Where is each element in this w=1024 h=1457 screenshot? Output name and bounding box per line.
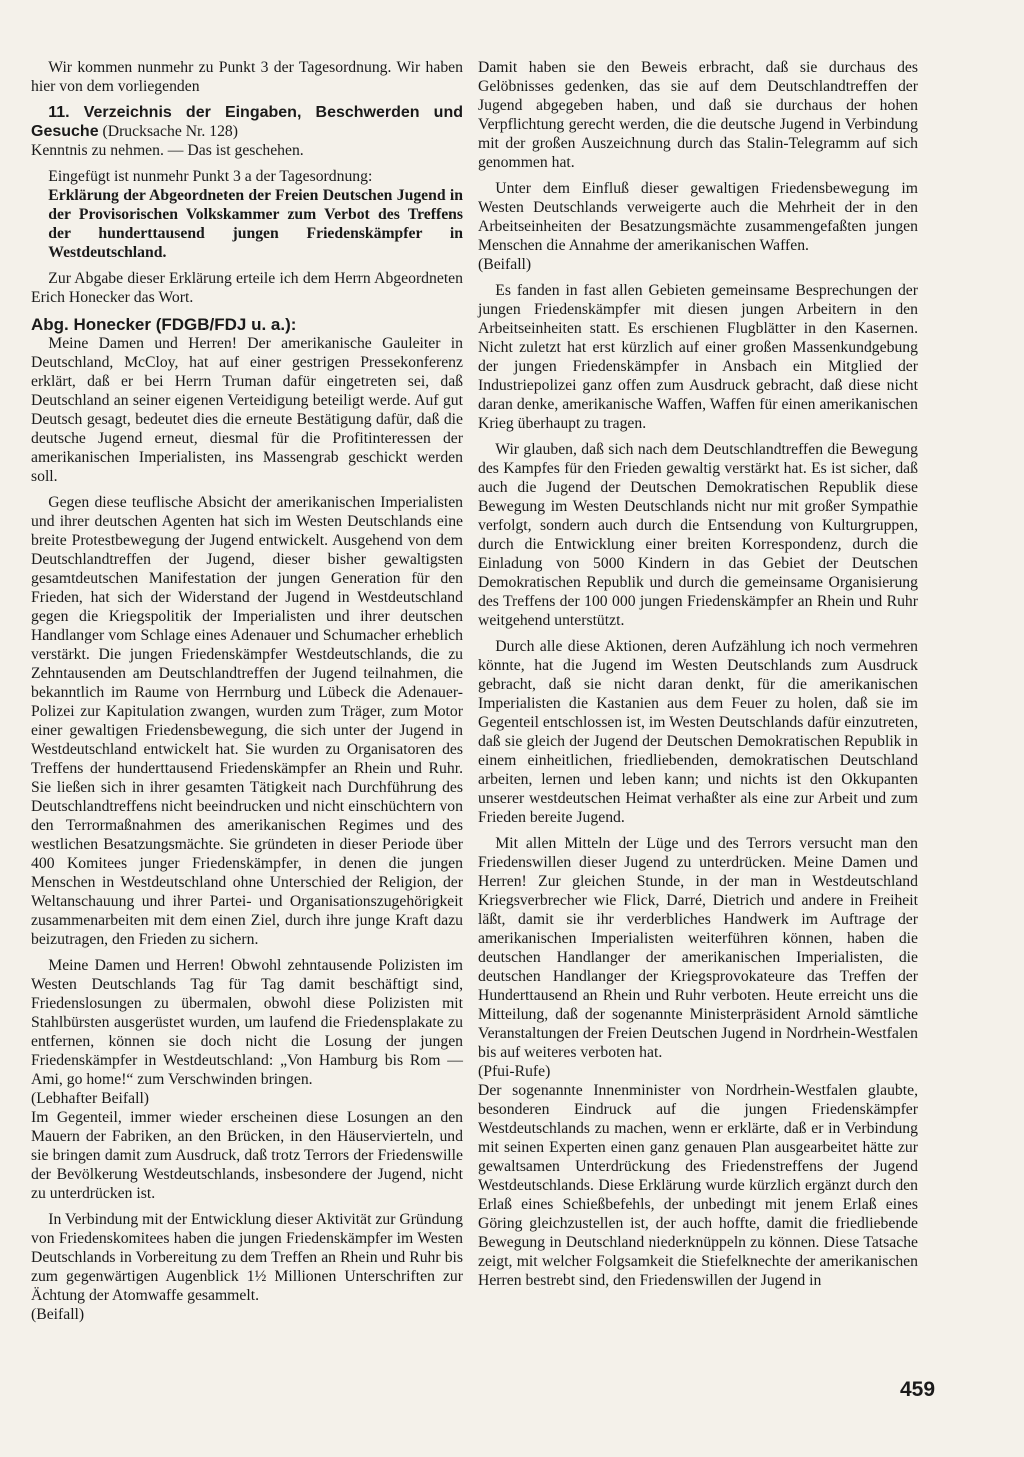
paragraph: Wir kommen nunmehr zu Punkt 3 der Tagesordnung. Wir haben hier von dem vorliegenden [31,59,463,95]
paragraph: Der sogenannte Innenminister von Nordrhein-Westfalen glaubte, besonderen Eindruck auf die jungen Friedenskämpfer Westdeutschlands zu machen, wenn er erklärte, daß er in Verbindung mit seinen Experten einen ganz genauen Plan ausgearbeitet hätte zur gewaltsamen Unterdrückung des Friedenstreffens der Jugend Westdeutschlands. Diese Erklärung wurde kürzlich ergänzt durch den Erlaß eines Schießbefehls, der unbedingt mit jenem Erlaß eines Göring gleichzustellen ist, der auch hoffte, damit die friedliebende Bewegung in Deutschland niederknüppeln zu können. Diese Tatsache zeigt, mit welcher Folgsamkeit die Stiefelknechte der amerikanischen Herren bestrebt sind, den Friedenswillen der Jugend in [478,1082,918,1289]
agenda-item-heading: 11. Verzeichnis der Eingaben, Beschwerden und Gesuche [31,104,463,140]
paragraph: Im Gegenteil, immer wieder erscheinen diese Losungen an den Mauern der Fabriken, an den Brücken, in den Häuservierteln, und sie bringen damit zum Ausdruck, daß trotz Terrors der Friedenswille der Bevölkerung Westdeutschlands, insbesondere der Jugend, nicht zu unterdrücken ist. [31,1109,463,1202]
paragraph: Unter dem Einfluß dieser gewaltigen Friedensbewegung im Westen Deutschlands verweigerte auch die Mehrheit der in den Arbeitseinheiten der Besatzungsmächte zusammengefaßten jungen Menschen die Annahme der amerikanischen Waffen. [478,180,918,254]
paragraph: Kenntnis zu nehmen. — Das ist geschehen. [31,142,304,159]
paragraph: Eingefügt ist nunmehr Punkt 3 a der Tagesordnung: [48,168,373,185]
paragraph: In Verbindung mit der Entwicklung dieser Aktivität zur Gründung von Friedenskomitees haben die jungen Friedenskämpfer im Westen Deutschlands in Vorbereitung zu dem Treffen an Rhein und Ruhr bis zum gegenwärtigen Augenblick 1½ Millionen Unterschriften zur Ächtung der Atomwaffe gesammelt. [31,1211,463,1304]
interjection: (Pfui-Rufe) [478,1063,551,1080]
speaker-heading: Abg. Honecker (FDGB/FDJ u. a.): [31,315,297,334]
page-number: 459 [900,1378,936,1401]
interjection: (Beifall) [478,256,532,273]
paragraph: Meine Damen und Herren! Obwohl zehntausende Polizisten im Westen Deutschlands Tag für Tag damit beschäftigt sind, Friedenslosungen zu übermalen, obwohl diese Polizisten mit Stahlbürsten ausgerüstet wurden, um laufend die Friedensplakate zu entfernen, können sie doch nicht die Losung der jungen Friedenskämpfer in Westdeutschland: „Von Hamburg bis Rom — Ami, go home!“ zum Verschwinden bringen. [31,957,463,1088]
paragraph: Gegen diese teuflische Absicht der amerikanischen Imperialisten und ihrer deutschen Agenten hat sich im Westen Deutschlands eine breite Protestbewegung der Jugend entwickelt. Ausgehend von dem Deutschlandtreffen der Jugend, dieser bisher gewaltigsten gesamtdeutschen Manifestation der jungen Generation für den Frieden, hat sich der Widerstand der Jugend in Westdeutschland gegen die Kriegspolitik der Imperialisten und ihrer deutschen Handlanger vom Schlage eines Adenauer und Schumacher erheblich verstärkt. Die jungen Friedenskämpfer Westdeutschlands, die zu Zehntausenden am Deutschlandtreffen der Jugend teilnahmen, die bekanntlich im Raume von Herrnburg und Lübeck die Adenauer-Polizei zur Kapitulation zwangen, wurden zum Träger, zum Motor einer gewaltigen Friedensbewegung, die sich unter der Jugend in Westdeutschland entwickelt hat. Sie wurden zu Organisatoren des Treffens der hunderttausend Friedenskämpfer an Rhein und Ruhr. Sie ließen sich in ihrer gesamten Tätigkeit nach Durchführung des Deutschlandtreffens nicht beeindrucken und nicht einschüchtern von den Terrormaßnahmen des amerikanischen Regimes und des westlichen Besatzungsmächte. Sie gründeten in dieser Periode über 400 Komitees junger Friedenskämpfer, in denen die jungen Menschen in Westdeutschland ohne Unterschied der Religion, der Weltanschauung und ihrer Partei- und Organisationszugehörigkeit zusammenarbeiten mit dem einen Ziel, durch ihre junge Kraft dazu beizutragen, den Frieden zu sichern. [31,494,463,948]
agenda-item-bold: Erklärung der Abgeordneten der Freien Deutschen Jugend in der Provisorischen Volkskammer zum Verbot des Treffens der hunderttausend jungen Friedenskämpfer in Westdeutschland. [48,187,463,261]
agenda-item-ref: (Drucksache Nr. 128) [98,123,238,140]
paragraph: Meine Damen und Herren! Der amerikanische Gauleiter in Deutschland, McCloy, hat auf einer gestrigen Pressekonferenz erklärt, daß er bei Herrn Truman dafür eingetreten sei, daß Deutschland an seiner eigenen Verteidigung beteiligt werde. Auf gut Deutsch gesagt, bedeutet dies die erneute Bestätigung dafür, daß die deutsche Jugend erneut, diesmal für die Profitinteressen der amerikanischen Imperialisten, ins Massengrab geschickt werden soll. [31,335,463,485]
paragraph: Damit haben sie den Beweis erbracht, daß sie durchaus des Gelöbnisses gedenken, das sie auf dem Deutschlandtreffen der Jugend abgegeben haben, und daß sie durchaus der hohen Verpflichtung gerecht werden, die die deutsche Jugend in Verbindung mit der großen Auszeichnung durch das Stalin-Telegramm auf sich genommen hat. [478,59,918,171]
interjection: (Lebhafter Beifall) [31,1090,150,1107]
paragraph: Wir glauben, daß sich nach dem Deutschlandtreffen die Bewegung des Kampfes für den Frieden gewaltig verstärkt hat. Es ist sicher, daß auch die Jugend der Deutschen Demokratischen Republik diese Bewegung im Westen Deutschlands nicht nur mit großer Sympathie verfolgt, sondern auch durch die Entsendung von Kulturgruppen, durch die Entwicklung einer breiten Korrespondenz, durch die Einladung von 5000 Kindern in das Gebiet der Deutschen Demokratischen Republik und durch die gemeinsame Organisierung des Treffens der 100 000 jungen Friedenskämpfer an Rhein und Ruhr weitgehend unterstützt. [478,441,918,629]
paragraph: Durch alle diese Aktionen, deren Aufzählung ich noch vermehren könnte, hat die Jugend im Westen Deutschlands zum Ausdruck gebracht, daß sie nicht daran denkt, für die amerikanischen Imperialisten die Kastanien aus dem Feuer zu holen, daß sie im Gegenteil entschlossen ist, im Westen Deutschlands dafür einzutreten, daß sie gleich der Jugend der Deutschen Demokratischen Republik in einem einheitlichen, friedliebenden, demokratischen Deutschland arbeiten, lernen und leben kann; und nichts ist den Okkupanten unserer westdeutschen Heimat verhaßter als eine zur Arbeit und zum Frieden bereite Jugend. [478,638,918,826]
interjection: (Beifall) [31,1306,85,1323]
paragraph: Es fanden in fast allen Gebieten gemeinsame Besprechungen der jungen Friedenskämpfer mit diesen jungen Arbeitern in den Arbeitseinheiten statt. Es erschienen Flugblätter in den Kasernen. Nicht zuletzt hat erst kürzlich auf einer großen Massenkundgebung der jungen Friedenskämpfer in Ansbach ein Mitglied der Industriepolizei ganz offen zum Ausdruck gebracht, daß diese nicht daran denke, amerikanische Waffen, Waffen für einen amerikanischen Krieg überhaupt zu tragen. [478,282,918,432]
agenda-item [31,103,463,141]
right-column [478,58,918,1290]
left-column [31,58,463,1324]
paragraph: Zur Abgabe dieser Erklärung erteile ich dem Herrn Abgeordneten Erich Honecker das Wort. [31,270,463,306]
paragraph: Mit allen Mitteln der Lüge und des Terrors versucht man den Friedenswillen dieser Jugend zu unterdrücken. Meine Damen und Herren! Zur gleichen Stunde, in der man in Westdeutschland Kriegsverbrecher wie Flick, Darré, Dietrich und andere in Freiheit läßt, damit sie ihr verderbliches Handwerk im Auftrage der amerikanischen Imperialisten weiterführen können, haben die deutschen Handlanger der amerikanischen Imperialisten, die deutschen Handlanger der Kriegsprovokateure das Treffen der Hunderttausend an Rhein und Ruhr verboten. Heute erreicht uns die Mitteilung, daß der sogenannte Ministerpräsident Arnold sämtliche Veranstaltungen der Freien Deutschen Jugend in Nordrhein-Westfalen bis auf weiteres verboten hat. [478,835,918,1061]
